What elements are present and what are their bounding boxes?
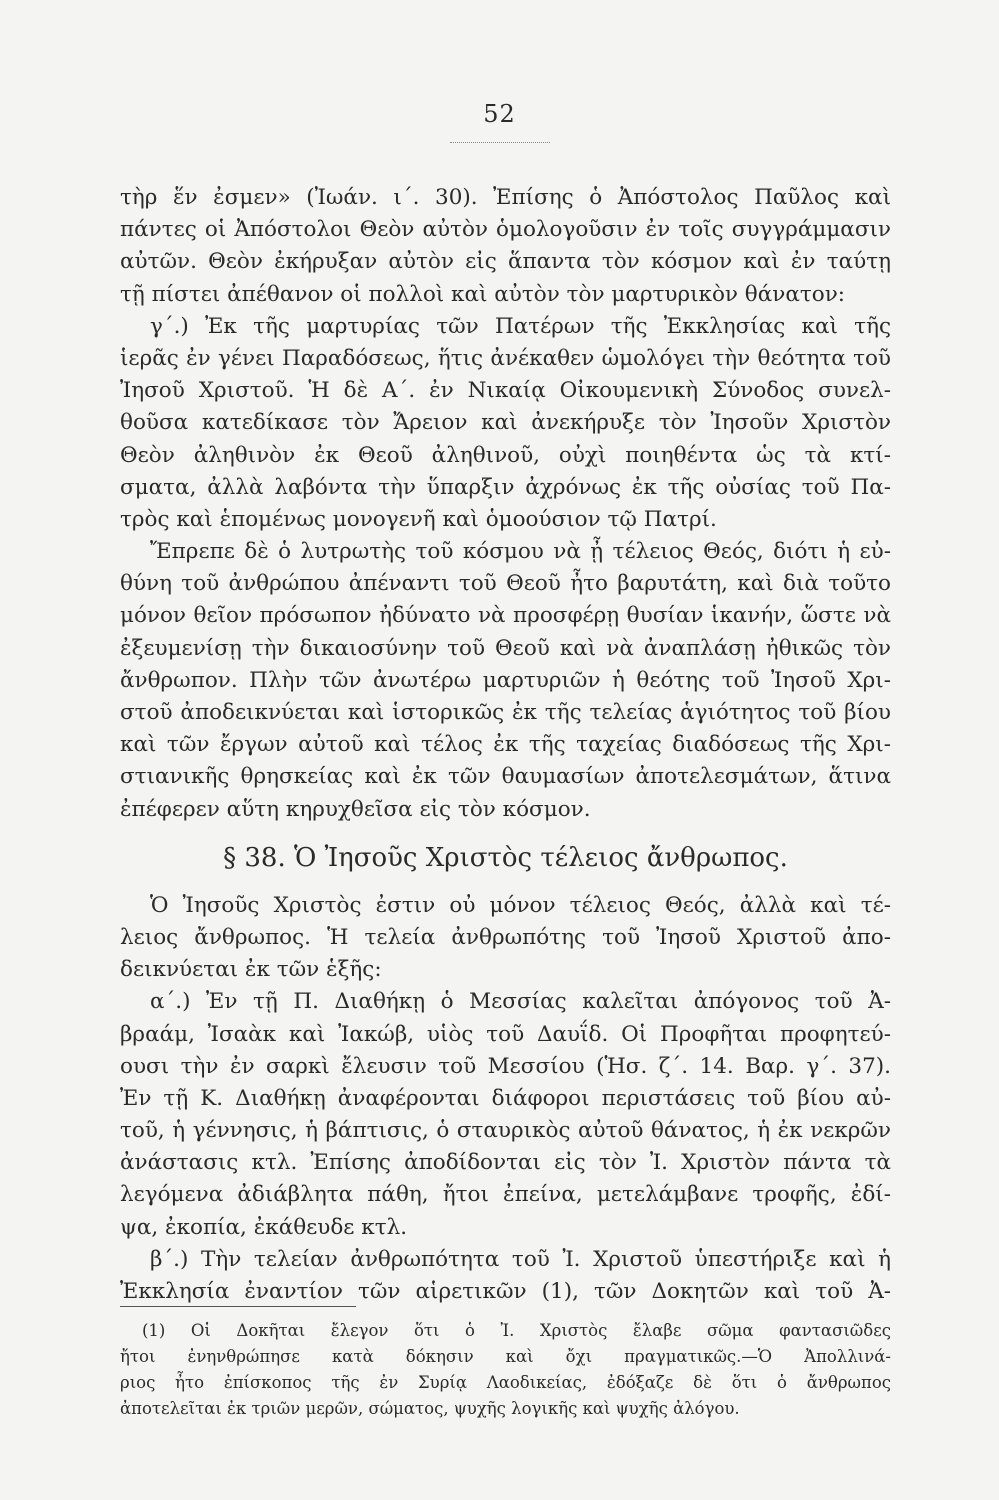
- text-line: Ἐκκλησία ἐναντίον τῶν αἱρετικῶν (1), τῶν Δοκητῶν καὶ τοῦ Ἀ-: [120, 1279, 891, 1304]
- text-line: Ἐν τῇ Κ. Διαθήκῃ ἀναφέρονται διάφοροι περιστάσεις τοῦ βίου αὐ-: [120, 1085, 891, 1111]
- page-number-rule: [450, 142, 550, 143]
- text-line: πάντες οἱ Ἀπόστολοι Θεὸν αὐτὸν ὁμολογοῦσιν ἐν τοῖς συγγράμμασιν: [120, 217, 891, 243]
- text-line: β΄.) Τὴν τελείαν ἀνθρωπότητα τοῦ Ἰ. Χριστοῦ ὑπεστήριξε καὶ ἡ: [150, 1246, 891, 1272]
- footnote-line: ἀποτελεῖται ἐκ τριῶν μερῶν, σώματος, ψυχῆς λογικῆς καὶ ψυχῆς ἀλόγου.: [120, 1399, 740, 1418]
- text-line: τὴρ ἕν ἐσμεν» (Ἰωάν. ι΄. 30). Ἐπίσης ὁ Ἀπόστολος Παῦλος καὶ: [120, 185, 891, 210]
- text-line: δεικνύεται ἐκ τῶν ἑξῆς:: [120, 957, 382, 983]
- text-line: σματα, ἀλλὰ λαβόντα τὴν ὕπαρξιν ἀχρόνως ἐκ τῆς οὐσίας τοῦ Πα-: [120, 474, 891, 500]
- text-line: αὐτῶν. Θεὸν ἐκήρυξαν αὐτὸν εἰς ἅπαντα τὸν κόσμον καὶ ἐν ταύτῃ: [120, 249, 891, 275]
- text-line: ἀνάστασις κτλ. Ἐπίσης ἀποδίδονται εἰς τὸν Ἰ. Χριστὸν πάντα τὰ: [120, 1150, 891, 1176]
- text-line: ἐπέφερεν αὕτη κηρυχθεῖσα εἰς τὸν κόσμον.: [120, 796, 591, 822]
- text-line: τρὸς καὶ ἑπομένως μονογενῆ καὶ ὁμοούσιον τῷ Πατρί.: [120, 506, 717, 532]
- page-number: 52: [483, 100, 516, 128]
- text-line: καὶ τῶν ἔργων αὐτοῦ καὶ τέλος ἐκ τῆς ταχείας διαδόσεως τῆς Χρι-: [120, 732, 891, 758]
- text-line: Ἰησοῦ Χριστοῦ. Ἡ δὲ Α΄. ἐν Νικαίᾳ Οἰκουμενικὴ Σύνοδος συνελ-: [120, 378, 891, 404]
- footnote-line: ριος ἦτο ἐπίσκοπος τῆς ἐν Συρίᾳ Λαοδικείας, ἐδόξαζε δὲ ὅτι ὁ ἄνθρωπος: [120, 1373, 891, 1392]
- footnote-line: ἤτοι ἐνηνθρώπησε κατὰ δόκησιν καὶ ὄχι πραγματικῶς.—Ὁ Ἀπολλινά-: [120, 1347, 891, 1366]
- text-line: ἄνθρωπον. Πλὴν τῶν ἀνωτέρω μαρτυριῶν ἡ θεότης τοῦ Ἰησοῦ Χρι-: [120, 667, 891, 693]
- text-line: στιανικῆς θρησκείας καὶ ἐκ τῶν θαυμασίων ἀποτελεσμάτων, ἅτινα: [120, 764, 891, 790]
- text-line: α΄.) Ἐν τῇ Π. Διαθήκῃ ὁ Μεσσίας καλεῖται ἀπόγονος τοῦ Ἀ-: [150, 989, 891, 1015]
- text-line: ἐξευμενίσῃ τὴν δικαιοσύνην τοῦ Θεοῦ καὶ νὰ ἀναπλάσῃ ἠθικῶς τὸν: [120, 635, 891, 661]
- text-line: Ἔπρεπε δὲ ὁ λυτρωτὴς τοῦ κόσμου νὰ ᾖ τέλειος Θεός, διότι ἡ εὐ-: [150, 539, 891, 565]
- text-line: λεγόμενα ἀδιάβλητα πάθη, ἤτοι ἐπείνα, μετελάμβανε τροφῆς, ἐδί-: [120, 1182, 891, 1208]
- text-line: Ὁ Ἰησοῦς Χριστὸς ἐστιν οὐ μόνον τέλειος Θεός, ἀλλὰ καὶ τέ-: [150, 892, 891, 918]
- text-line: θοῦσα κατεδίκασε τὸν Ἄρειον καὶ ἀνεκήρυξε τὸν Ἰησοῦν Χριστὸν: [120, 410, 891, 436]
- body-text: [120, 182, 891, 1308]
- text-line: μόνον θεῖον πρόσωπον ἠδύνατο νὰ προσφέρῃ θυσίαν ἱκανήν, ὥστε νὰ: [120, 603, 891, 629]
- text-line: ουσι τὴν ἐν σαρκὶ ἔλευσιν τοῦ Μεσσίου (Ἡσ. ζ΄. 14. Βαρ. γ΄. 37).: [120, 1053, 891, 1079]
- section-heading: § 38. Ὁ Ἰησοῦς Χριστὸς τέλειος ἄνθρωπος.: [223, 842, 788, 873]
- text-line: τοῦ, ἡ γέννησις, ἡ βάπτισις, ὁ σταυρικὸς αὐτοῦ θάνατος, ἡ ἐκ νεκρῶν: [120, 1118, 891, 1144]
- text-line: ψα, ἐκοπία, ἐκάθευδε κτλ.: [120, 1214, 408, 1240]
- footnote-rule: [120, 1306, 356, 1307]
- footnotes: [120, 1318, 891, 1422]
- text-line: τῇ πίστει ἀπέθανον οἱ πολλοὶ καὶ αὐτὸν τὸν μαρτυρικὸν θάνατον:: [120, 281, 846, 307]
- footnote-line: (1) Οἱ Δοκῆται ἔλεγον ὅτι ὁ Ἰ. Χριστὸς ἔλαβε σῶμα φαντασιῶδες: [142, 1321, 891, 1340]
- text-line: ἱερᾶς ἐν γένει Παραδόσεως, ἥτις ἀνέκαθεν ὡμολόγει τὴν θεότητα τοῦ: [120, 345, 891, 371]
- text-line: Θεὸν ἀληθινὸν ἐκ Θεοῦ ἀληθινοῦ, οὐχὶ ποιηθέντα ὡς τὰ κτί-: [120, 442, 891, 468]
- text-line: βραάμ, Ἰσαὰκ καὶ Ἰακώβ, υἱὸς τοῦ Δαυΐδ. Οἱ Προφῆται προφητεύ-: [120, 1021, 891, 1047]
- text-line: γ΄.) Ἐκ τῆς μαρτυρίας τῶν Πατέρων τῆς Ἐκκλησίας καὶ τῆς: [150, 313, 891, 339]
- text-line: στοῦ ἀποδεικνύεται καὶ ἱστορικῶς ἐκ τῆς τελείας ἁγιότητος τοῦ βίου: [120, 700, 891, 725]
- text-line: λειος ἄνθρωπος. Ἡ τελεία ἀνθρωπότης τοῦ Ἰησοῦ Χριστοῦ ἀπο-: [120, 924, 891, 950]
- text-line: θύνη τοῦ ἀνθρώπου ἀπέναντι τοῦ Θεοῦ ἦτο βαρυτάτη, καὶ διὰ τοῦτο: [120, 571, 891, 597]
